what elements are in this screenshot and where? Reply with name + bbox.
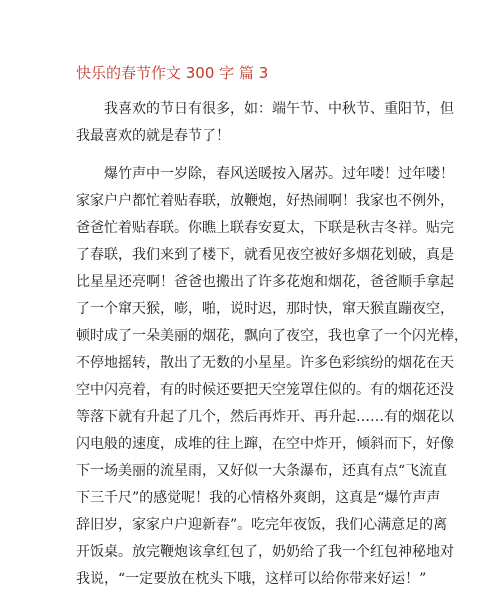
paragraph-line: 下一场美丽的流星雨，又好似一大条瀑布，还真有点“飞流直 xyxy=(76,463,448,479)
paragraph-line: 开饭桌。放完鞭炮该拿红包了，奶奶给了我一个红包神秘地对 xyxy=(76,544,454,560)
paragraph-line: 空中闪亮着，有的时候还要把天空笼罩住似的。有的烟花还没 xyxy=(76,382,454,398)
paragraph-line: 闪电般的速度，成堆的往上蹿，在空中炸开，倾斜而下，好像 xyxy=(76,436,454,452)
paragraph-line: 下三千尺”的感觉呢！我的心情格外爽朗，这真是“爆竹声声 xyxy=(76,490,441,506)
paragraph-line: 不停地摇转，散出了无数的小星星。许多色彩缤纷的烟花在天 xyxy=(76,355,454,371)
paragraph-2 xyxy=(76,161,468,593)
paragraph-line: 爆竹声中一岁除，春风送暖按入屠苏。过年喽！过年喽！ xyxy=(76,166,454,182)
paragraph-line: 辞旧岁，家家户户迎新春”。吃完年夜饭，我们心满意足的离 xyxy=(76,517,448,533)
paragraph-line: 了一个窜天猴，嘭，啪，说时迟，那时快，窜天猴直蹦夜空， xyxy=(76,301,454,317)
paragraph-line: 我喜欢的节日有很多，如：端午节、中秋节、重阳节，但 xyxy=(76,101,454,117)
paragraph-line: 比星星还亮啊！爸爸也搬出了许多花炮和烟花，爸爸顺手拿起 xyxy=(76,274,454,290)
paragraph-line: 了春联，我们来到了楼下，就看见夜空被好多烟花划破，真是 xyxy=(76,247,454,263)
paragraph-line: 顿时成了一朵美丽的烟花，飘向了夜空，我也拿了一个闪光棒， xyxy=(76,328,468,344)
document-title: 快乐的春节作文 300 字 篇 3 xyxy=(76,64,269,82)
paragraph-line: 等落下就有升起了几个，然后再炸开、再升起……有的烟花以 xyxy=(76,409,454,425)
paragraph-line: 家家户户都忙着贴春联，放鞭炮，好热闹啊！我家也不例外， xyxy=(76,193,454,209)
paragraph-line: 我说，“一定要放在枕头下哦，这样可以给你带来好运！” xyxy=(76,571,427,587)
paragraph-line: 我最喜欢的就是春节了！ xyxy=(76,128,230,144)
paragraph-line: 爸爸忙着贴春联。你瞧上联春安夏太，下联是秋吉冬祥。贴完 xyxy=(76,220,454,236)
paragraph-1 xyxy=(76,96,454,150)
